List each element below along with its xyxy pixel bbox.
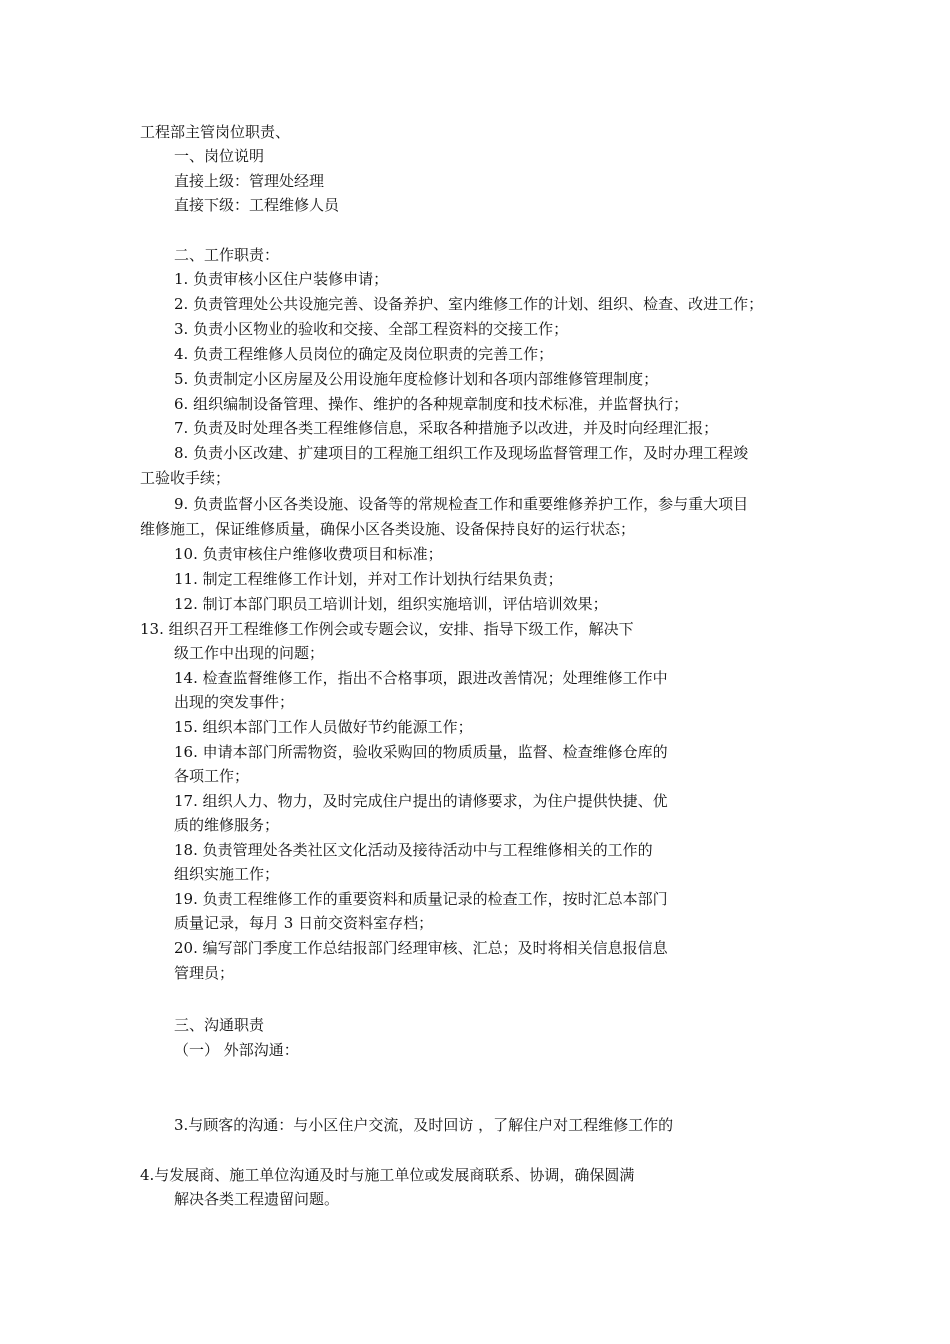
duty-line: 质的维修服务； <box>174 816 280 834</box>
duty-line: 质量记录，每月 3 日前交资料室存档； <box>174 914 434 932</box>
duty-line: 20. 编写部门季度工作总结报部门经理审核、汇总；及时将相关信息报信息 <box>174 939 668 957</box>
duty-line: 7. 负责及时处理各类工程维修信息，采取各种措施予以改进，并及时向经理汇报； <box>174 419 719 437</box>
duty-line: 17. 组织人力、物力，及时完成住户提出的请修要求，为住户提供快捷、优 <box>174 792 668 810</box>
duty-line: 10. 负责审核住户维修收费项目和标准； <box>174 545 443 563</box>
duty-line: 12. 制订本部门职员工培训计划，组织实施培训，评估培训效果； <box>174 595 608 613</box>
duty-line: 组织实施工作； <box>174 865 280 883</box>
communication-item-3: 3.与顾客的沟通：与小区住户交流，及时回访 ，了解住户对工程维修工作的 <box>174 1116 674 1134</box>
duty-line: 维修施工，保证维修质量，确保小区各类设施、设备保持良好的运行状态； <box>140 520 636 538</box>
duty-line: 18. 负责管理处各类社区文化活动及接待活动中与工程维修相关的工作的 <box>174 841 653 859</box>
communication-item-4-cont: 解决各类工程遗留问题。 <box>174 1190 340 1208</box>
duty-line: 6. 组织编制设备管理、操作、维护的各种规章制度和技术标准，并监督执行； <box>174 395 689 413</box>
duty-line: 各项工作； <box>174 767 250 785</box>
duty-line: 5. 负责制定小区房屋及公用设施年度检修计划和各项内部维修管理制度； <box>174 370 659 388</box>
duty-line: 出现的突发事件； <box>174 693 295 711</box>
duty-line: 4. 负责工程维修人员岗位的确定及岗位职责的完善工作； <box>174 345 554 363</box>
subordinate-line: 直接下级：工程维修人员 <box>174 196 340 214</box>
external-communication-heading: （一） 外部沟通： <box>174 1041 299 1059</box>
duty-line: 16. 申请本部门所需物资，验收采购回的物质质量，监督、检查维修仓库的 <box>174 743 668 761</box>
section3-heading: 三、沟通职责 <box>174 1016 265 1034</box>
duty-line: 级工作中出现的问题； <box>174 644 325 662</box>
duty-line: 8. 负责小区改建、扩建项目的工程施工组织工作及现场监督管理工作，及时办理工程竣 <box>174 444 749 462</box>
page-title: 工程部主管岗位职责、 <box>140 123 291 141</box>
duty-line: 1. 负责审核小区住户装修申请； <box>174 270 389 288</box>
communication-item-4: 4.与发展商、施工单位沟通及时与施工单位或发展商联系、协调，确保圆满 <box>140 1166 635 1184</box>
superior-line: 直接上级：管理处经理 <box>174 172 325 190</box>
duty-line: 14. 检查监督维修工作，指出不合格事项，跟进改善情况；处理维修工作中 <box>174 669 668 687</box>
duty-line: 2. 负责管理处公共设施完善、设备养护、室内维修工作的计划、组织、检查、改进工作； <box>174 295 764 313</box>
duty-line: 13. 组织召开工程维修工作例会或专题会议，安排、指导下级工作，解决下 <box>140 620 634 638</box>
duty-line: 管理员； <box>174 964 235 982</box>
duty-line: 15. 组织本部门工作人员做好节约能源工作； <box>174 718 473 736</box>
section1-heading: 一、岗位说明 <box>174 147 265 165</box>
section2-heading: 二、工作职责： <box>174 246 280 264</box>
duty-line: 11. 制定工程维修工作计划，并对工作计划执行结果负责； <box>174 570 563 588</box>
duty-line: 9. 负责监督小区各类设施、设备等的常规检查工作和重要维修养护工作，参与重大项目 <box>174 495 749 513</box>
duty-line: 工验收手续； <box>140 469 231 487</box>
duty-line: 3. 负责小区物业的验收和交接、全部工程资料的交接工作； <box>174 320 569 338</box>
duty-line: 19. 负责工程维修工作的重要资料和质量记录的检查工作，按时汇总本部门 <box>174 890 668 908</box>
